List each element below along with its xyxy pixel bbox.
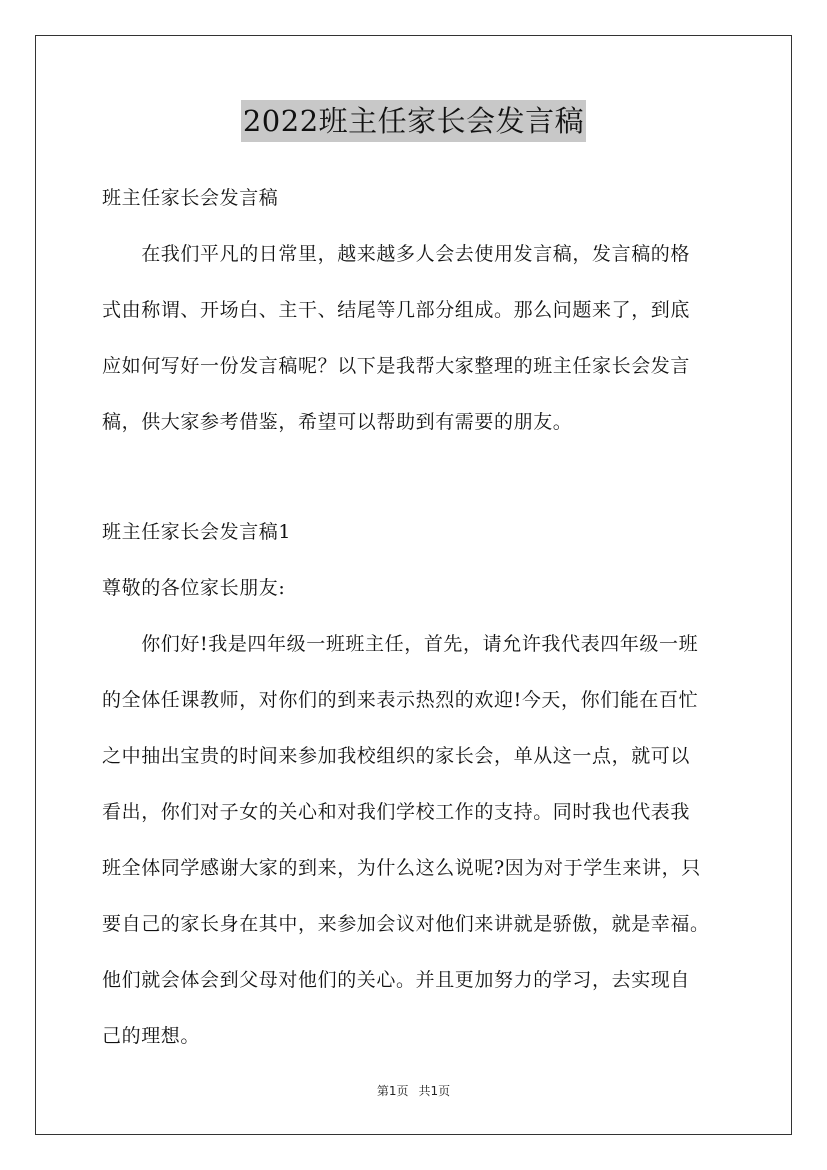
body-line: 的全体任课教师，对你们的到来表示热烈的欢迎!今天，你们能在百忙 <box>102 689 699 711</box>
intro-line: 式由称谓、开场白、主干、结尾等几部分组成。那么问题来了，到底 <box>102 299 691 321</box>
intro-paragraph <box>102 226 734 450</box>
intro-line: 稿，供大家参考借鉴，希望可以帮助到有需要的朋友。 <box>102 411 573 433</box>
intro-line: 应如何写好一份发言稿呢？以下是我帮大家整理的班主任家长会发言 <box>102 355 691 377</box>
page-footer <box>0 1082 827 1099</box>
body-line: 己的理想。 <box>102 1025 201 1047</box>
paragraph-gap <box>102 450 734 504</box>
body-line: 你们好!我是四年级一班班主任，首先，请允许我代表四年级一班 <box>102 633 699 655</box>
page-number-total: 共1页 <box>418 1084 451 1098</box>
intro-line: 在我们平凡的日常里，越来越多人会去使用发言稿，发言稿的格 <box>102 243 691 265</box>
body-line: 之中抽出宝贵的时间来参加我校组织的家长会，单从这一点，就可以 <box>102 745 691 767</box>
body-line: 他们就会体会到父母对他们的关心。并且更加努力的学习，去实现自 <box>102 969 691 991</box>
section-heading: 班主任家长会发言稿1 <box>102 521 292 543</box>
title-wrap <box>0 100 827 142</box>
document-body <box>102 170 734 1064</box>
body-line: 看出，你们对子女的关心和对我们学校工作的支持。同时我也代表我 <box>102 801 691 823</box>
body-line: 要自己的家长身在其中，来参加会议对他们来讲就是骄傲，就是幸福。 <box>102 913 710 935</box>
page-number-current: 第1页 <box>376 1084 409 1098</box>
body-paragraph <box>102 616 734 1064</box>
document-title: 2022班主任家长会发言稿 <box>241 100 586 142</box>
body-line: 班全体同学感谢大家的到来，为什么这么说呢?因为对于学生来讲，只 <box>102 857 701 879</box>
document-subtitle: 班主任家长会发言稿 <box>102 187 279 209</box>
salutation: 尊敬的各位家长朋友: <box>102 577 286 599</box>
